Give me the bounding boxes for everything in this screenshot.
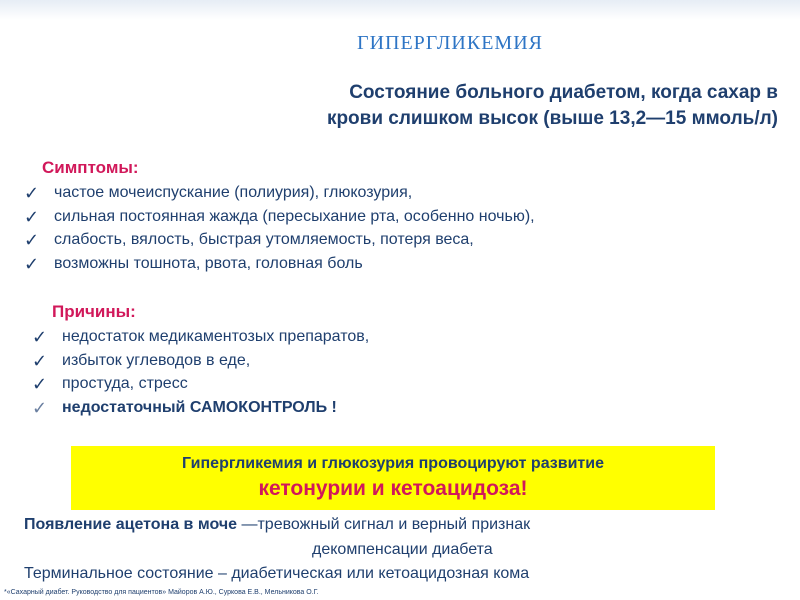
footnote: *«Сахарный диабет. Руководство для пациентов» Майоров А.Ю., Суркова Е.В., Мельникова О.Г. <box>4 589 319 596</box>
top-band <box>0 0 800 20</box>
definition-line-1: Состояние больного диабетом, когда сахар в <box>349 82 778 103</box>
highlight-line-1: Гипергликемия и глюкозурия провоцируют развитие <box>182 455 604 472</box>
check-icon: ✓ <box>24 183 40 204</box>
acetone-note <box>24 516 530 534</box>
highlight-box <box>71 446 715 510</box>
check-icon: ✓ <box>24 230 40 251</box>
causes-list <box>32 325 369 419</box>
acetone-note-bold: Появление ацетона в моче <box>24 516 238 533</box>
symptoms-list <box>24 181 535 275</box>
page-title: ГИПЕРГЛИКЕМИЯ <box>357 32 543 54</box>
acetone-note-rest: —тревожный сигнал и верный признак <box>237 516 531 533</box>
list-item: ✓ частое мочеиспускание (полиурия), глюкозурия, <box>24 183 413 204</box>
list-item: ✓ недостаточный САМОКОНТРОЛЬ ! <box>32 397 337 419</box>
check-icon: ✓ <box>32 350 48 372</box>
definition-line-2: крови слишком высок (выше 13,2—15 ммоль/л) <box>326 108 778 129</box>
list-item: ✓ возможны тошнота, рвота, головная боль <box>24 253 363 275</box>
definition <box>218 80 778 132</box>
highlight-line-2: кетонурии и кетоацидоза! <box>258 477 528 500</box>
list-item: ✓ избыток углеводов в еде, <box>32 350 251 372</box>
symptoms-heading: Симптомы: <box>42 158 139 177</box>
list-item: ✓ слабость, вялость, быстрая утомляемость, потеря веса, <box>24 230 474 251</box>
check-icon: ✓ <box>32 397 48 419</box>
terminal-state-note: Терминальное состояние – диабетическая или кетоацидозная кома <box>24 565 530 582</box>
list-item: ✓ сильная постоянная жажда (пересыхание рта, особенно ночью), <box>24 206 535 228</box>
acetone-note-line-2: декомпенсации диабета <box>312 541 493 558</box>
causes-heading: Причины: <box>52 302 136 321</box>
check-icon: ✓ <box>24 206 40 228</box>
list-item: ✓ простуда, стресс <box>32 374 188 395</box>
check-icon: ✓ <box>32 374 48 395</box>
check-icon: ✓ <box>24 253 40 275</box>
list-item: ✓ недостаток медикаментозых препаратов, <box>32 327 370 348</box>
check-icon: ✓ <box>32 327 48 348</box>
